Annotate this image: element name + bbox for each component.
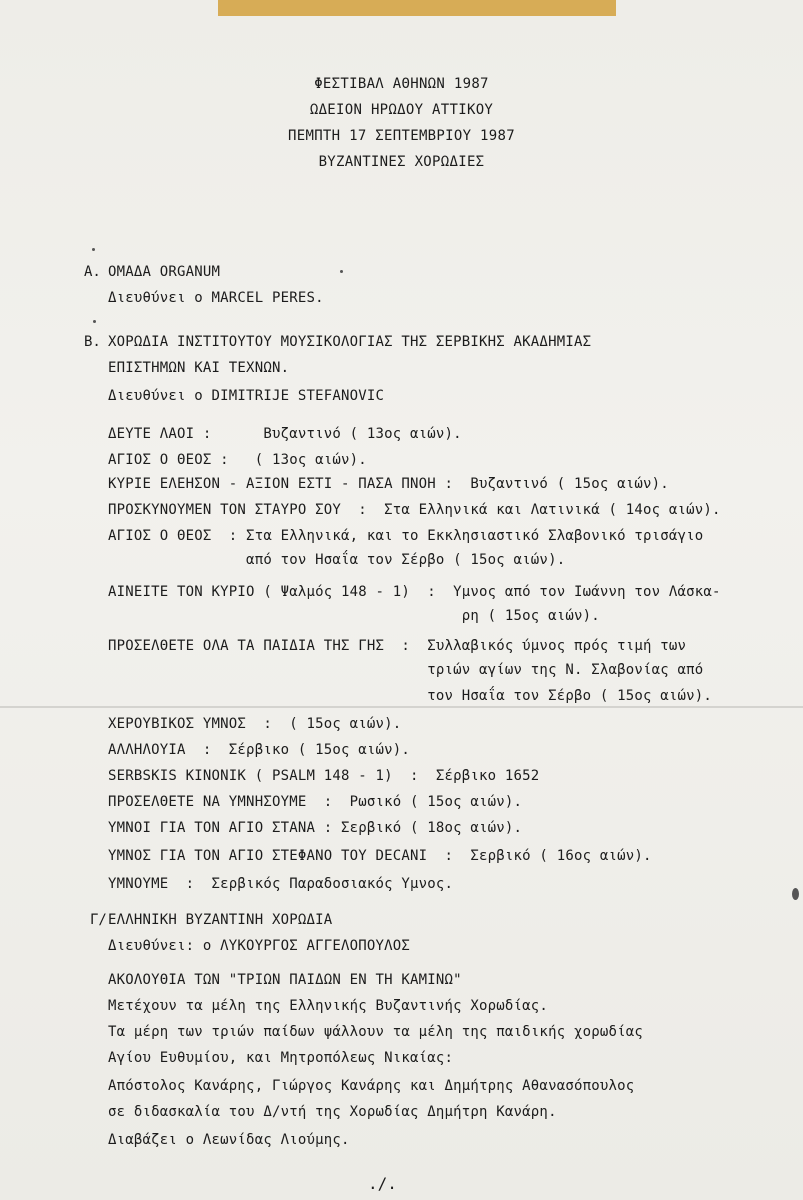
header-date: ΠΕΜΠΤΗ 17 ΣΕΠΤΕΜΒΡΙΟΥ 1987 [288,128,515,144]
program-item: ΑΙΝΕΙΤΕ ΤΟΝ ΚΥΡΙΟ ( Ψαλμός 148 - 1) : Υμνος από τον Ιωάννη τον Λάσκα- [108,584,721,600]
program-item: ΔΕΥΤΕ ΛΑΟΙ : Βυζαντινό ( 13ος αιών). [108,426,462,442]
tape-strip [218,0,616,16]
program-item: ΚΥΡΙΕ ΕΛΕΗΣΟΝ - ΑΞΙΟΝ ΕΣΤΙ - ΠΑΣΑ ΠΝΟΗ : Βυζαντινό ( 15ος αιών). [108,476,669,492]
header-venue: ΩΔΕΙΟΝ ΗΡΩΔΟΥ ΑΤΤΙΚΟΥ [309,102,494,118]
end-mark: ./. [368,1174,397,1193]
ink-speck [340,270,343,273]
section-b-title: ΧΟΡΩΔΙΑ ΙΝΣΤΙΤΟΥΤΟΥ ΜΟΥΣΙΚΟΛΟΓΙΑΣ ΤΗΣ ΣΕΡΒΙΚΗΣ ΑΚΑΔΗΜΙΑΣ [108,334,592,350]
section-c-line: Αγίου Ευθυμίου, και Μητροπόλεως Νικαίας: [108,1050,454,1066]
section-c-title: ΕΛΛΗΝΙΚΗ ΒΥΖΑΝΤΙΝΗ ΧΟΡΩΔΙΑ [108,912,333,928]
section-c-line: ΑΚΟΛΟΥΘΙΑ ΤΩΝ "ΤΡΙΩΝ ΠΑΙΔΩΝ ΕΝ ΤΗ ΚΑΜΙΝΩ" [108,972,462,988]
program-item-cont: τον Ησαΐα τον Σέρβο ( 15ος αιών). [108,688,713,704]
section-b-title-cont: ΕΠΙΣΤΗΜΩΝ ΚΑΙ ΤΕΧΝΩΝ. [108,360,290,376]
program-item: ΥΜΝΟΥΜΕ : Σερβικός Παραδοσιακός Υμνος. [108,876,454,892]
section-b-director: Διευθύνει ο DIMITRIJE STEFANOVIC [108,388,385,404]
section-b-marker: B. [84,334,101,350]
program-item: ΑΓΙΟΣ Ο ΘΕΟΣ : Στα Ελληνικά, και το Εκκλησιαστικό Σλαβονικό τρισάγιο [108,528,704,544]
section-c-line: Απόστολος Κανάρης, Γιώργος Κανάρης και Δημήτρης Αθανασόπουλος [108,1078,635,1094]
fold-crease [0,706,803,708]
program-item: ΠΡΟΣΕΛΘΕΤΕ ΟΛΑ ΤΑ ΠΑΙΔΙΑ ΤΗΣ ΓΗΣ : Συλλαβικός ύμνος πρός τιμή των [108,638,687,654]
section-a-title: ΟΜΑΔΑ ORGANUM [108,264,221,280]
section-c-line: Μετέχουν τα μέλη της Ελληνικής Βυζαντινής Χορωδίας. [108,998,549,1014]
ink-speck [92,248,95,251]
program-item: ΠΡΟΣΚΥΝΟΥΜΕΝ ΤΟΝ ΣΤΑΥΡΟ ΣΟΥ : Στα Ελληνικά και Λατινικά ( 14ος αιών). [108,502,721,518]
section-c-line: Διαβάζει ο Λεωνίδας Λιούμης. [108,1132,350,1148]
section-c-director: Διευθύνει: ο ΛΥΚΟΥΡΓΟΣ ΑΓΓΕΛΟΠΟΥΛΟΣ [108,938,411,954]
program-item: ΑΛΛΗΛΟΥΙΑ : Σέρβικο ( 15ος αιών). [108,742,411,758]
program-item-cont: τριών αγίων της Ν. Σλαβονίας από [108,662,704,678]
section-a-marker: A. [84,264,101,280]
header-subtitle: ΒΥΖΑΝΤΙΝΕΣ ΧΟΡΩΔΙΕΣ [318,154,485,170]
ink-speck [93,320,96,323]
header-festival: ΦΕΣΤΙΒΑΛ ΑΘΗΝΩΝ 1987 [314,76,489,92]
section-c-line: Τα μέρη των τριών παίδων ψάλλουν τα μέλη της παιδικής χορωδίας [108,1024,643,1040]
program-item: ΠΡΟΣΕΛΘΕΤΕ ΝΑ ΥΜΝΗΣΟΥΜΕ : Ρωσικό ( 15ος αιών). [108,794,523,810]
program-item: ΑΓΙΟΣ Ο ΘΕΟΣ : ( 13ος αιών). [108,452,367,468]
program-item: ΥΜΝΟΣ ΓΙΑ ΤΟΝ ΑΓΙΟ ΣΤΕΦΑΝΟ ΤΟΥ DECANI : Σερβικό ( 16ος αιών). [108,848,652,864]
program-item-cont: από τον Ησαΐα τον Σέρβο ( 15ος αιών). [108,552,566,568]
ink-speck [792,888,799,900]
program-item: SERBSKIS KINONIK ( PSALM 148 - 1) : Σέρβικο 1652 [108,768,540,784]
section-c-line: σε διδασκαλία του Δ/ντή της Χορωδίας Δημήτρη Κανάρη. [108,1104,557,1120]
section-c-marker: Γ/ [90,912,107,928]
section-a-director: Διευθύνει ο MARCEL PERES. [108,290,324,306]
program-item: ΥΜΝΟΙ ΓΙΑ ΤΟΝ ΑΓΙΟ ΣΤΑΝΑ : Σερβικό ( 18ος αιών). [108,820,523,836]
program-item-cont: ρη ( 15ος αιών). [108,608,600,624]
program-item: ΧΕΡΟΥΒΙΚΟΣ ΥΜΝΟΣ : ( 15ος αιών). [108,716,402,732]
